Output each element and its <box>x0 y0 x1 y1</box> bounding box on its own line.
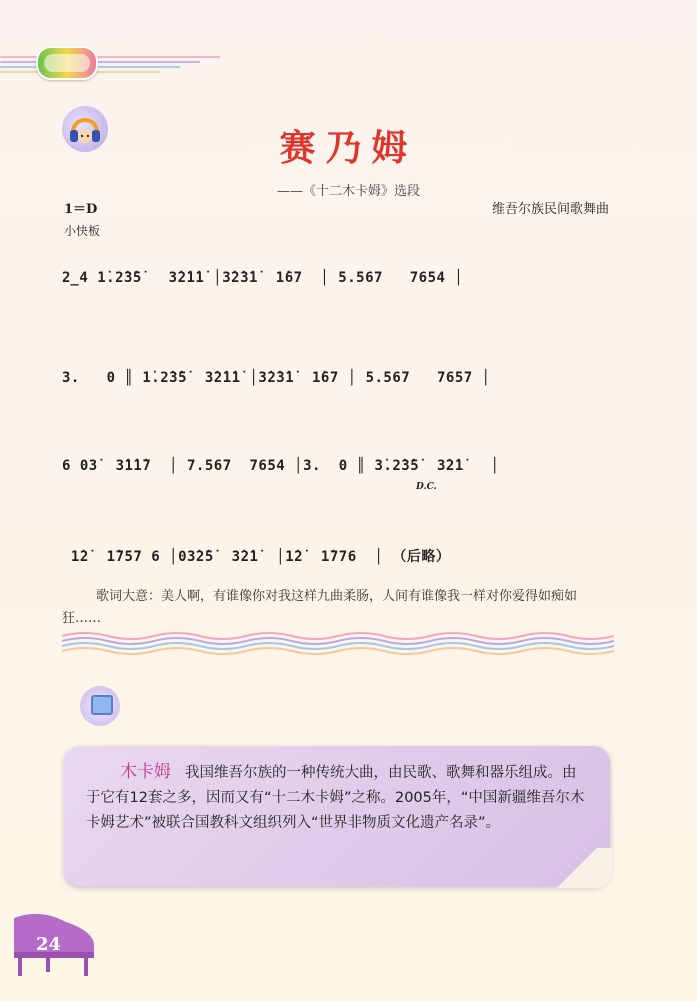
info-heading: 木卡姆 <box>120 762 171 782</box>
page-number: 24 <box>36 934 62 955</box>
score-notes: 2̲4 1̇.2̇3̇5̇ 3̇2̇1̇1̇ │3̇2̇3̇1̇ 1̇67 │ 5.567 7654 │ <box>62 270 464 286</box>
score-notes: 1̇2̇ 1̇757 6 │03̇2̇5̇ 3̇2̇1̇ │1̇2̇ 1̇776 │ （后略） <box>62 549 451 565</box>
lyrics-summary: 歌词大意：美人啊，有谁像你对我这样九曲柔肠，人间有谁像我一样对你爱得如痴如狂…… <box>62 589 578 626</box>
score-notes: 6 03̇ 3̇1̇1̇7 │ 7.567 7654 │3. 0 ║ 3̇.2̇3̇5̇ 3̇2̇1̇ │ <box>62 458 500 474</box>
info-text <box>86 760 588 836</box>
score-line-4 <box>62 538 622 578</box>
song-title: 赛乃姆 <box>279 127 418 169</box>
score-line-1 <box>62 262 622 302</box>
score-line-2 <box>62 362 622 402</box>
page-curl <box>542 848 612 888</box>
genre-label: 维吾尔族民间歌舞曲 <box>491 202 609 217</box>
wave-divider <box>62 628 614 658</box>
score-notes: 3. 0 ║ 1̇.2̇3̇5̇ 3̇2̇1̇1̇ │3̇2̇3̇1̇ 1̇67 │ 5.567 7657 │ <box>62 370 491 386</box>
tv-character-icon <box>80 686 120 726</box>
info-body: 我国维吾尔族的一种传统大曲，由民歌、歌舞和器乐组成。由于它有12套之多，因而又有“十二木卡姆”之称。2005年，“中国新疆维吾尔木卡姆艺术”被联合国教科文组织列入“世界非物质文化遗产名录”。 <box>86 765 585 831</box>
info-box <box>64 746 610 886</box>
key-signature: 1＝D <box>64 202 98 217</box>
score-line-3 <box>62 450 622 490</box>
dc-marking: D.C. <box>416 482 437 492</box>
tempo-marking: 小快板 <box>64 224 101 238</box>
song-subtitle: ——《十二木卡姆》选段 <box>276 184 420 199</box>
badge-logo-icon <box>36 46 98 80</box>
